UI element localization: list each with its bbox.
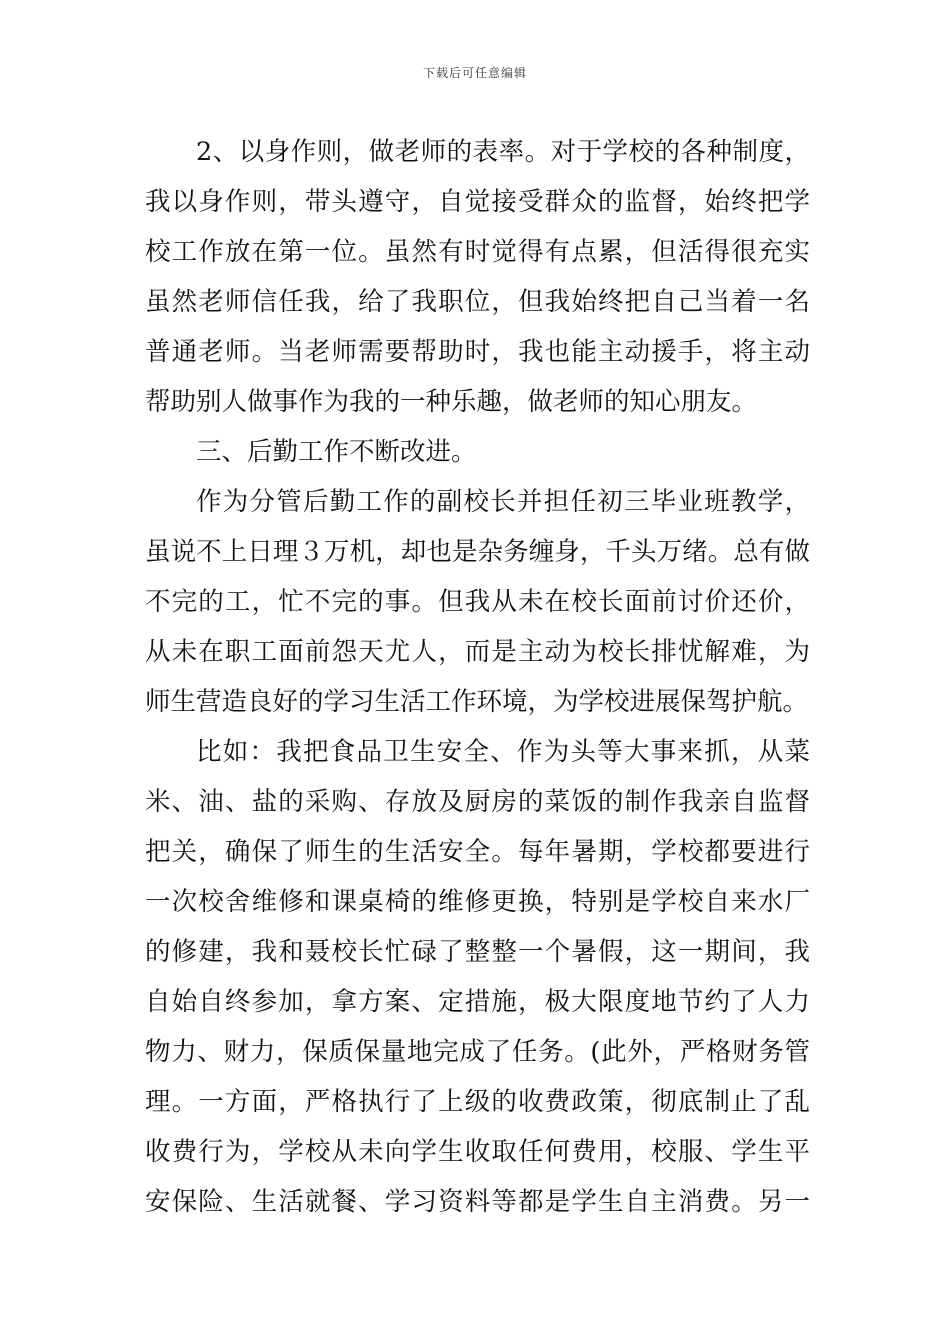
text-line: 校工作放在第一位。虽然有时觉得有点累，但活得很充实	[145, 237, 810, 267]
text-line: 我以身作则，带头遵守，自觉接受群众的监督，始终把学	[145, 187, 810, 217]
text-line: 帮助别人做事作为我的一种乐趣，做老师的知心朋友。	[145, 387, 758, 417]
section-heading: 三、后勤工作不断改进。	[196, 437, 477, 467]
text-line: 理。一方面，严格执行了上级的收费政策，彻底制止了乱	[145, 1087, 810, 1117]
text-line: 的修建，我和聂校长忙碌了整整一个暑假，这一期间，我	[145, 937, 810, 967]
text-line: 米、油、盐的采购、存放及厨房的菜饭的制作我亲自监督	[145, 787, 810, 817]
text-line: 2、以身作则，做老师的表率。对于学校的各种制度，	[196, 137, 810, 167]
text-line: 把关，确保了师生的生活安全。每年暑期，学校都要进行	[145, 837, 810, 867]
text-line: 比如：我把食品卫生安全、作为头等大事来抓，从菜	[196, 737, 810, 767]
text-line: 收费行为，学校从未向学生收取任何费用，校服、学生平	[145, 1137, 810, 1167]
text-line: 自始自终参加，拿方案、定措施，极大限度地节约了人力	[145, 987, 810, 1017]
text-line: 物力、财力，保质保量地完成了任务。(此外，严格财务管	[145, 1037, 810, 1067]
text-line: 从未在职工面前怨天尤人，而是主动为校长排忧解难，为	[145, 637, 810, 667]
text-line: 师生营造良好的学习生活工作环境，为学校进展保驾护航。	[145, 687, 809, 717]
text-line: 不完的工，忙不完的事。但我从未在校长面前讨价还价，	[145, 587, 810, 617]
page-header: 下载后可任意编辑	[422, 66, 527, 80]
text-line: 虽说不上日理３万机，却也是杂务缠身，千头万绪。总有做	[145, 537, 810, 567]
text-line: 作为分管后勤工作的副校长并担任初三毕业班教学，	[196, 487, 810, 517]
text-line: 一次校舍维修和课桌椅的维修更换，特别是学校自来水厂	[145, 887, 810, 917]
document-body	[145, 127, 810, 1227]
text-line: 安保险、生活就餐、学习资料等都是学生自主消费。另一	[145, 1187, 810, 1217]
text-line: 普通老师。当老师需要帮助时，我也能主动援手，将主动	[145, 337, 810, 367]
text-line: 虽然老师信任我，给了我职位，但我始终把自己当着一名	[145, 287, 810, 317]
